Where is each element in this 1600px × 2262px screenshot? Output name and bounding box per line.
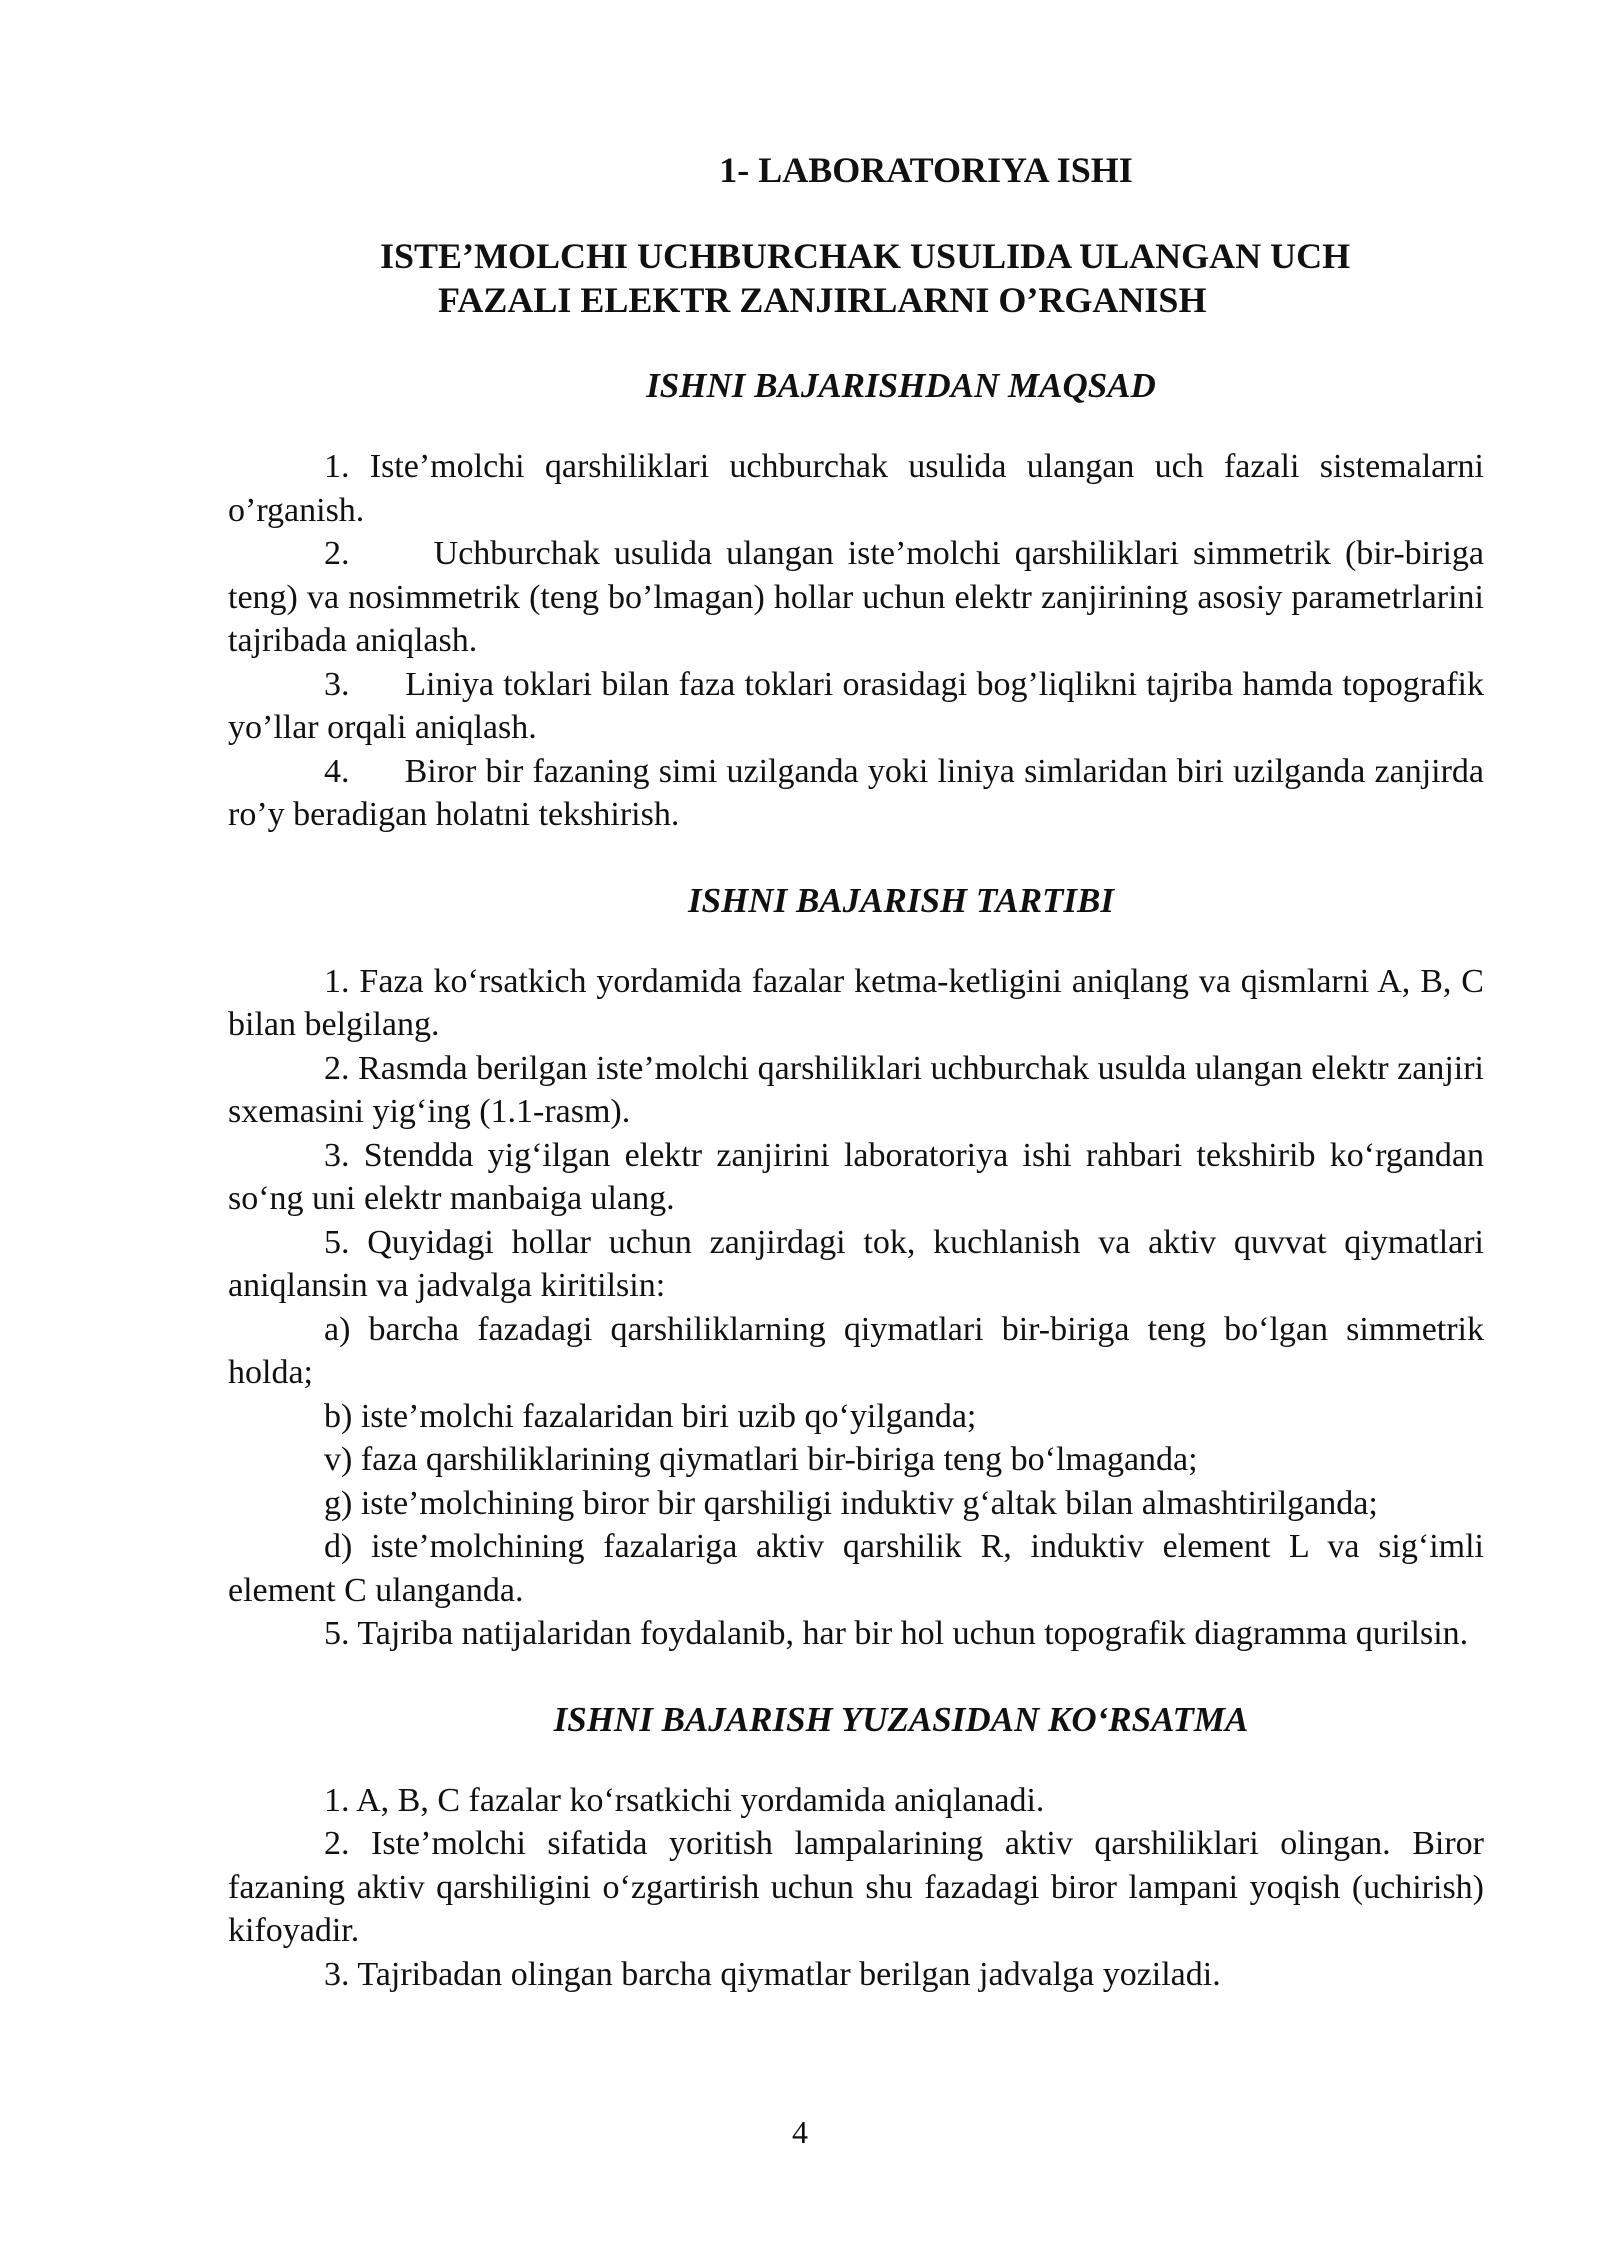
page-number: 4 bbox=[792, 2114, 808, 2150]
section-title-procedure: ISHNI BAJARISH TARTIBI bbox=[688, 880, 1114, 920]
goal-item: 3. Liniya toklari bilan faza toklari orasidagi bog’liqlikni tajriba hamda topografik yo’llar orqali aniqlash. bbox=[228, 665, 1484, 746]
procedure-list bbox=[228, 960, 1484, 1656]
procedure-item: 2. Rasmda berilgan iste’molchi qarshiliklari uchburchak usulda ulangan elektr zanjiri sxemasini yig‘ing (1.1-rasm). bbox=[228, 1049, 1484, 1130]
instruction-item: 3. Tajribadan olingan barcha qiymatlar berilgan jadvalga yoziladi. bbox=[324, 1955, 1221, 1993]
goal-item: 2. Uchburchak usulida ulangan iste’molchi qarshiliklari simmetrik (bir-biriga teng) va nosimmetrik (teng bo’lmagan) hollar uchun elektr zanjirining asosiy parametrlarini tajribada aniqlash. bbox=[228, 535, 1484, 659]
procedure-item: 5. Tajriba natijalaridan foydalanib, har bir hol uchun topografik diagramma qurilsin. bbox=[324, 1615, 1469, 1652]
goal-list bbox=[228, 445, 1484, 837]
section-title-goal: ISHNI BAJARISHDAN MAQSAD bbox=[646, 366, 1156, 405]
main-title bbox=[228, 234, 1484, 322]
goal-item: 4. Biror bir fazaning simi uzilganda yoki liniya simlaridan biri uzilganda zanjirda ro’y beradigan holatni tekshirish. bbox=[228, 752, 1484, 833]
procedure-item: v) faza qarshiliklarining qiymatlari bir-biriga teng bo‘lmaganda; bbox=[324, 1441, 1198, 1478]
lab-title: 1- LABORATORIYA ISHI bbox=[719, 150, 1133, 190]
procedure-item: g) iste’molchining biror bir qarshiligi induktiv g‘altak bilan almashtirilganda; bbox=[324, 1484, 1378, 1522]
document-page bbox=[228, 148, 1484, 2016]
procedure-item: d) iste’molchining fazalariga aktiv qarshilik R, induktiv element L va sig‘imli element C ulanganda. bbox=[228, 1528, 1484, 1609]
section-title-instructions: ISHNI BAJARISH YUZASIDAN KO‘RSATMA bbox=[553, 1699, 1249, 1739]
main-title-line-1: ISTE’MOLCHI UCHBURCHAK USULIDA ULANGAN UCH bbox=[380, 236, 1351, 276]
procedure-item: 3. Stendda yig‘ilgan elektr zanjirini laboratoriya ishi rahbari tekshirib ko‘rgandan so‘ng uni elektr manbaiga ulang. bbox=[228, 1136, 1484, 1217]
procedure-item: a) barcha fazadagi qarshiliklarning qiymatlari bir-biriga teng bo‘lgan simmetrik holda; bbox=[228, 1310, 1484, 1391]
instruction-item: 2. Iste’molchi sifatida yoritish lampalarining aktiv qarshiliklari olingan. Biror fazaning aktiv qarshiligini o‘zgartirish uchun shu fazadagi biror lampani yoqish (uchirish) kifoyadir. bbox=[228, 1825, 1484, 1949]
main-title-line-2: FAZALI ELEKTR ZANJIRLARNI O’RGANISH bbox=[438, 280, 1207, 320]
procedure-item: b) iste’molchi fazalaridan biri uzib qo‘yilganda; bbox=[324, 1397, 977, 1435]
instructions-list bbox=[228, 1779, 1484, 1997]
instruction-item: 1. A, B, C fazalar ko‘rsatkichi yordamida aniqlanadi. bbox=[324, 1781, 1045, 1819]
procedure-item: 5. Quyidagi hollar uchun zanjirdagi tok, kuchlanish va aktiv quvvat qiymatlari aniqlansin va jadvalga kiritilsin: bbox=[228, 1223, 1484, 1304]
goal-item: 1. Iste’molchi qarshiliklari uchburchak usulida ulangan uch fazali sistemalarni o’rganish. bbox=[228, 448, 1484, 529]
procedure-item: 1. Faza ko‘rsatkich yordamida fazalar ketma-ketligini aniqlang va qismlarni A, B, C bilan belgilang. bbox=[228, 962, 1484, 1043]
